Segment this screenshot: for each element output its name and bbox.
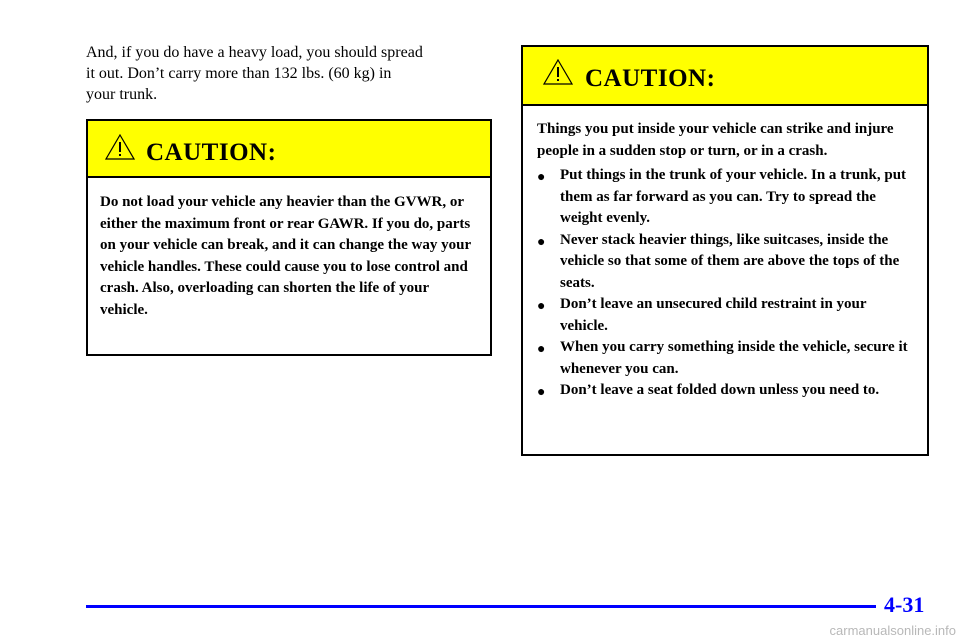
footer-rule (86, 605, 876, 608)
bullet-text: When you carry something inside the vehicle, secure it whenever you can. (560, 339, 908, 377)
caution-bullet-list (537, 165, 915, 402)
caution-header (88, 121, 490, 178)
bullet-item (537, 380, 915, 402)
caution-title: CAUTION: (585, 65, 716, 92)
bullet-item (537, 294, 915, 337)
caution-box-load-limit (86, 119, 492, 356)
intro-line: your trunk. (86, 86, 158, 103)
caution-intro-text: Things you put inside your vehicle can strike and injure people in a sudden stop or turn, or in a crash. (537, 121, 894, 159)
bullet-dot-icon: ● (537, 170, 546, 185)
bullet-text: Never stack heavier things, like suitcases, inside the vehicle so that some of them are above the tops of the seats. (560, 231, 900, 291)
bullet-item (537, 165, 915, 230)
intro-line: it out. Don’t carry more than 132 lbs. (60 kg) in (86, 65, 392, 82)
intro-line: And, if you do have a heavy load, you should spread (86, 44, 423, 61)
warning-triangle-icon (105, 134, 135, 165)
caution-body-text: Do not load your vehicle any heavier than the GVWR, or either the maximum front or rear GAWR. If you do, parts on your vehicle can break, and it can change the way your vehicle handles. These could cause you to lose control and crash. Also, overloading can shorten the life of your vehicle. (100, 194, 471, 318)
caution-title: CAUTION: (146, 139, 277, 166)
bullet-dot-icon: ● (537, 234, 546, 250)
bullet-item (537, 337, 915, 380)
bullet-text: Don’t leave an unsecured child restraint in your vehicle. (560, 296, 867, 334)
caution-body (523, 106, 927, 402)
page-number: 4-31 (884, 592, 925, 617)
bullet-text: Don’t leave a seat folded down unless you need to. (560, 382, 880, 398)
watermark: carmanualsonline.info (829, 623, 956, 638)
caution-box-cargo (521, 45, 929, 456)
bullet-item (537, 230, 915, 295)
warning-triangle-icon (543, 59, 573, 90)
caution-header (523, 47, 927, 106)
bullet-dot-icon: ● (537, 299, 546, 314)
bullet-dot-icon: ● (537, 385, 546, 400)
bullet-dot-icon: ● (537, 342, 546, 357)
intro-paragraph (86, 42, 486, 105)
bullet-text: Put things in the trunk of your vehicle. In a trunk, put them as far forward as you can. Try to spread the weight evenly. (560, 167, 907, 226)
